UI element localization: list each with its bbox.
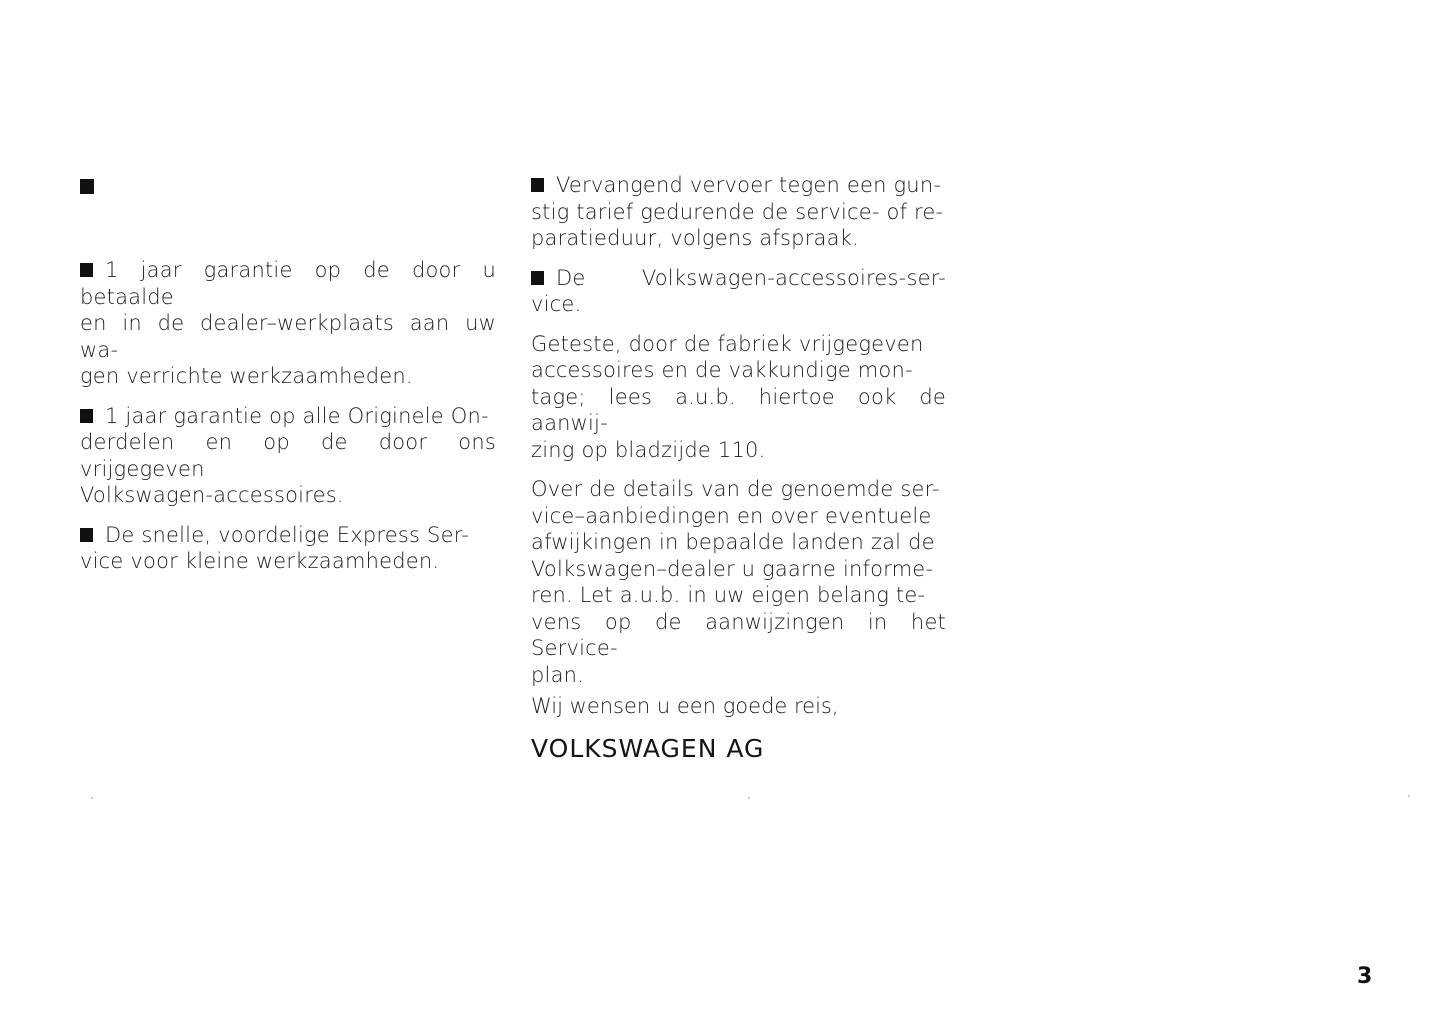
text-line: zing op bladzijde 110. [531, 437, 766, 462]
text-line: en in de dealer–werkplaats aan uw wa- [80, 311, 496, 362]
text-line: Over de details van de genoemde ser- [531, 477, 940, 501]
text-line: 1 jaar garantie op de door u betaalde [80, 258, 496, 309]
text-line: vice. [531, 292, 582, 316]
text-line: Vervangend vervoer tegen een gun- [531, 172, 946, 199]
bullet-marker [80, 528, 93, 542]
bullet-marker [531, 271, 544, 285]
left-paragraph-1 [80, 257, 496, 390]
bullet-marker [80, 263, 93, 277]
right-column [531, 172, 946, 701]
right-paragraph-3 [531, 331, 946, 464]
right-paragraph-1 [531, 172, 946, 252]
text-line: gen verrichte werkzaamheden. [80, 364, 413, 388]
bullet-marker [80, 409, 93, 423]
text-line: accessoires en de vakkundige mon- [531, 358, 913, 382]
right-paragraph-2 [531, 265, 946, 318]
text-line: Volkswagen-accessoires. [80, 483, 344, 507]
text-line: vens op de aanwijzingen in het Service- [531, 609, 946, 660]
signature-company: VOLKSWAGEN AG [531, 734, 765, 763]
left-paragraph-2 [80, 403, 496, 509]
text-line: tage; lees a.u.b. hiertoe ook de aanwij- [531, 384, 946, 435]
text-line: Geteste, door de fabriek vrijgegeven [531, 331, 924, 356]
bullet-marker [80, 179, 94, 194]
scan-speck [1408, 795, 1410, 797]
text-line: vice voor kleine werkzaamheden. [80, 549, 440, 573]
scan-speck [748, 797, 750, 799]
text-line: stig tarief gedurende de service- of re- [531, 199, 944, 224]
text-line: derdelen en op de door ons vrijgegeven [80, 430, 496, 481]
text-line: vice–aanbiedingen en over eventuele [531, 503, 932, 528]
text-line: Volkswagen–dealer u gaarne informe- [531, 556, 934, 581]
text-line: De Volkswagen-accessoires-ser- [531, 265, 946, 292]
right-paragraph-4 [531, 476, 946, 688]
left-column [80, 257, 496, 588]
page-number: 3 [1357, 964, 1373, 989]
bullet-marker [531, 178, 544, 192]
left-paragraph-3 [80, 522, 496, 575]
text-line: afwijkingen in bepaalde landen zal de [531, 530, 935, 554]
text-line: paratieduur, volgens afspraak. [531, 226, 859, 250]
closing-greeting: Wij wensen u een goede reis, [531, 694, 839, 718]
text-line: plan. [531, 662, 585, 687]
text-line: De snelle, voordelige Express Ser- [80, 522, 496, 549]
text-line: 1 jaar garantie op alle Originele On- [80, 403, 496, 430]
text-line: ren. Let a.u.b. in uw eigen belang te- [531, 583, 926, 607]
scan-speck [91, 797, 93, 799]
